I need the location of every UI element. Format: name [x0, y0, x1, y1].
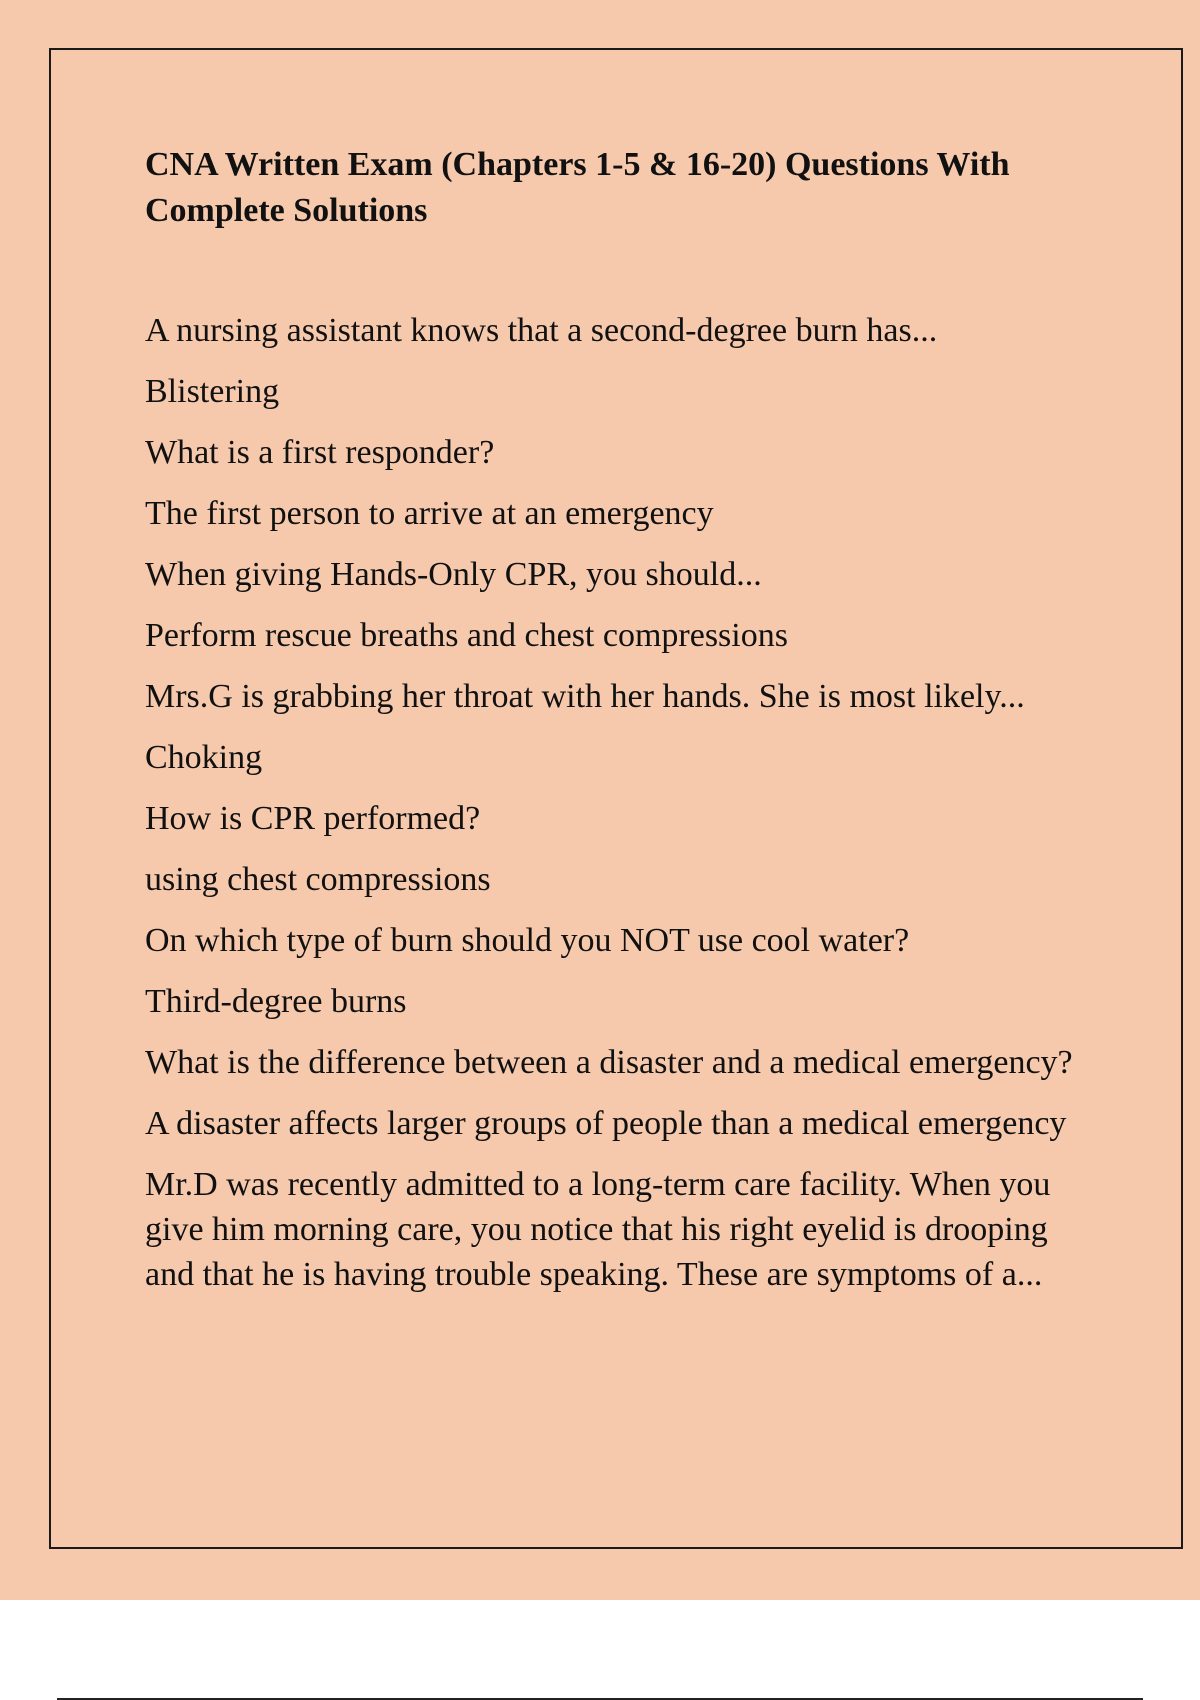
question-line: Mrs.G is grabbing her throat with her hands. She is most likely...	[145, 678, 1025, 715]
document-title: CNA Written Exam (Chapters 1-5 & 16-20) Questions With Complete Solutions	[145, 146, 1010, 229]
question-line: What is the difference between a disaster and a medical emergency?	[145, 1044, 1073, 1081]
answer-line: A disaster affects larger groups of people than a medical emergency	[145, 1105, 1067, 1142]
question-line: What is a first responder?	[145, 434, 495, 471]
answer-line: The first person to arrive at an emergency	[145, 495, 714, 532]
question-answer-list	[145, 308, 1105, 1313]
question-line: A nursing assistant knows that a second-degree burn has...	[145, 312, 938, 349]
answer-line: using chest compressions	[145, 861, 491, 898]
question-line: Mr.D was recently admitted to a long-term care facility. When you give him morning care, you notice that his right eyelid is drooping and that he is having trouble speaking. These are symptoms of a...	[145, 1166, 1051, 1293]
answer-line: Perform rescue breaths and chest compressions	[145, 617, 788, 654]
answer-line: Blistering	[145, 373, 280, 410]
question-line: When giving Hands-Only CPR, you should...	[145, 556, 762, 593]
question-line: How is CPR performed?	[145, 800, 481, 837]
answer-line: Choking	[145, 739, 263, 776]
answer-line: Third-degree burns	[145, 983, 407, 1020]
question-line: On which type of burn should you NOT use cool water?	[145, 922, 910, 959]
